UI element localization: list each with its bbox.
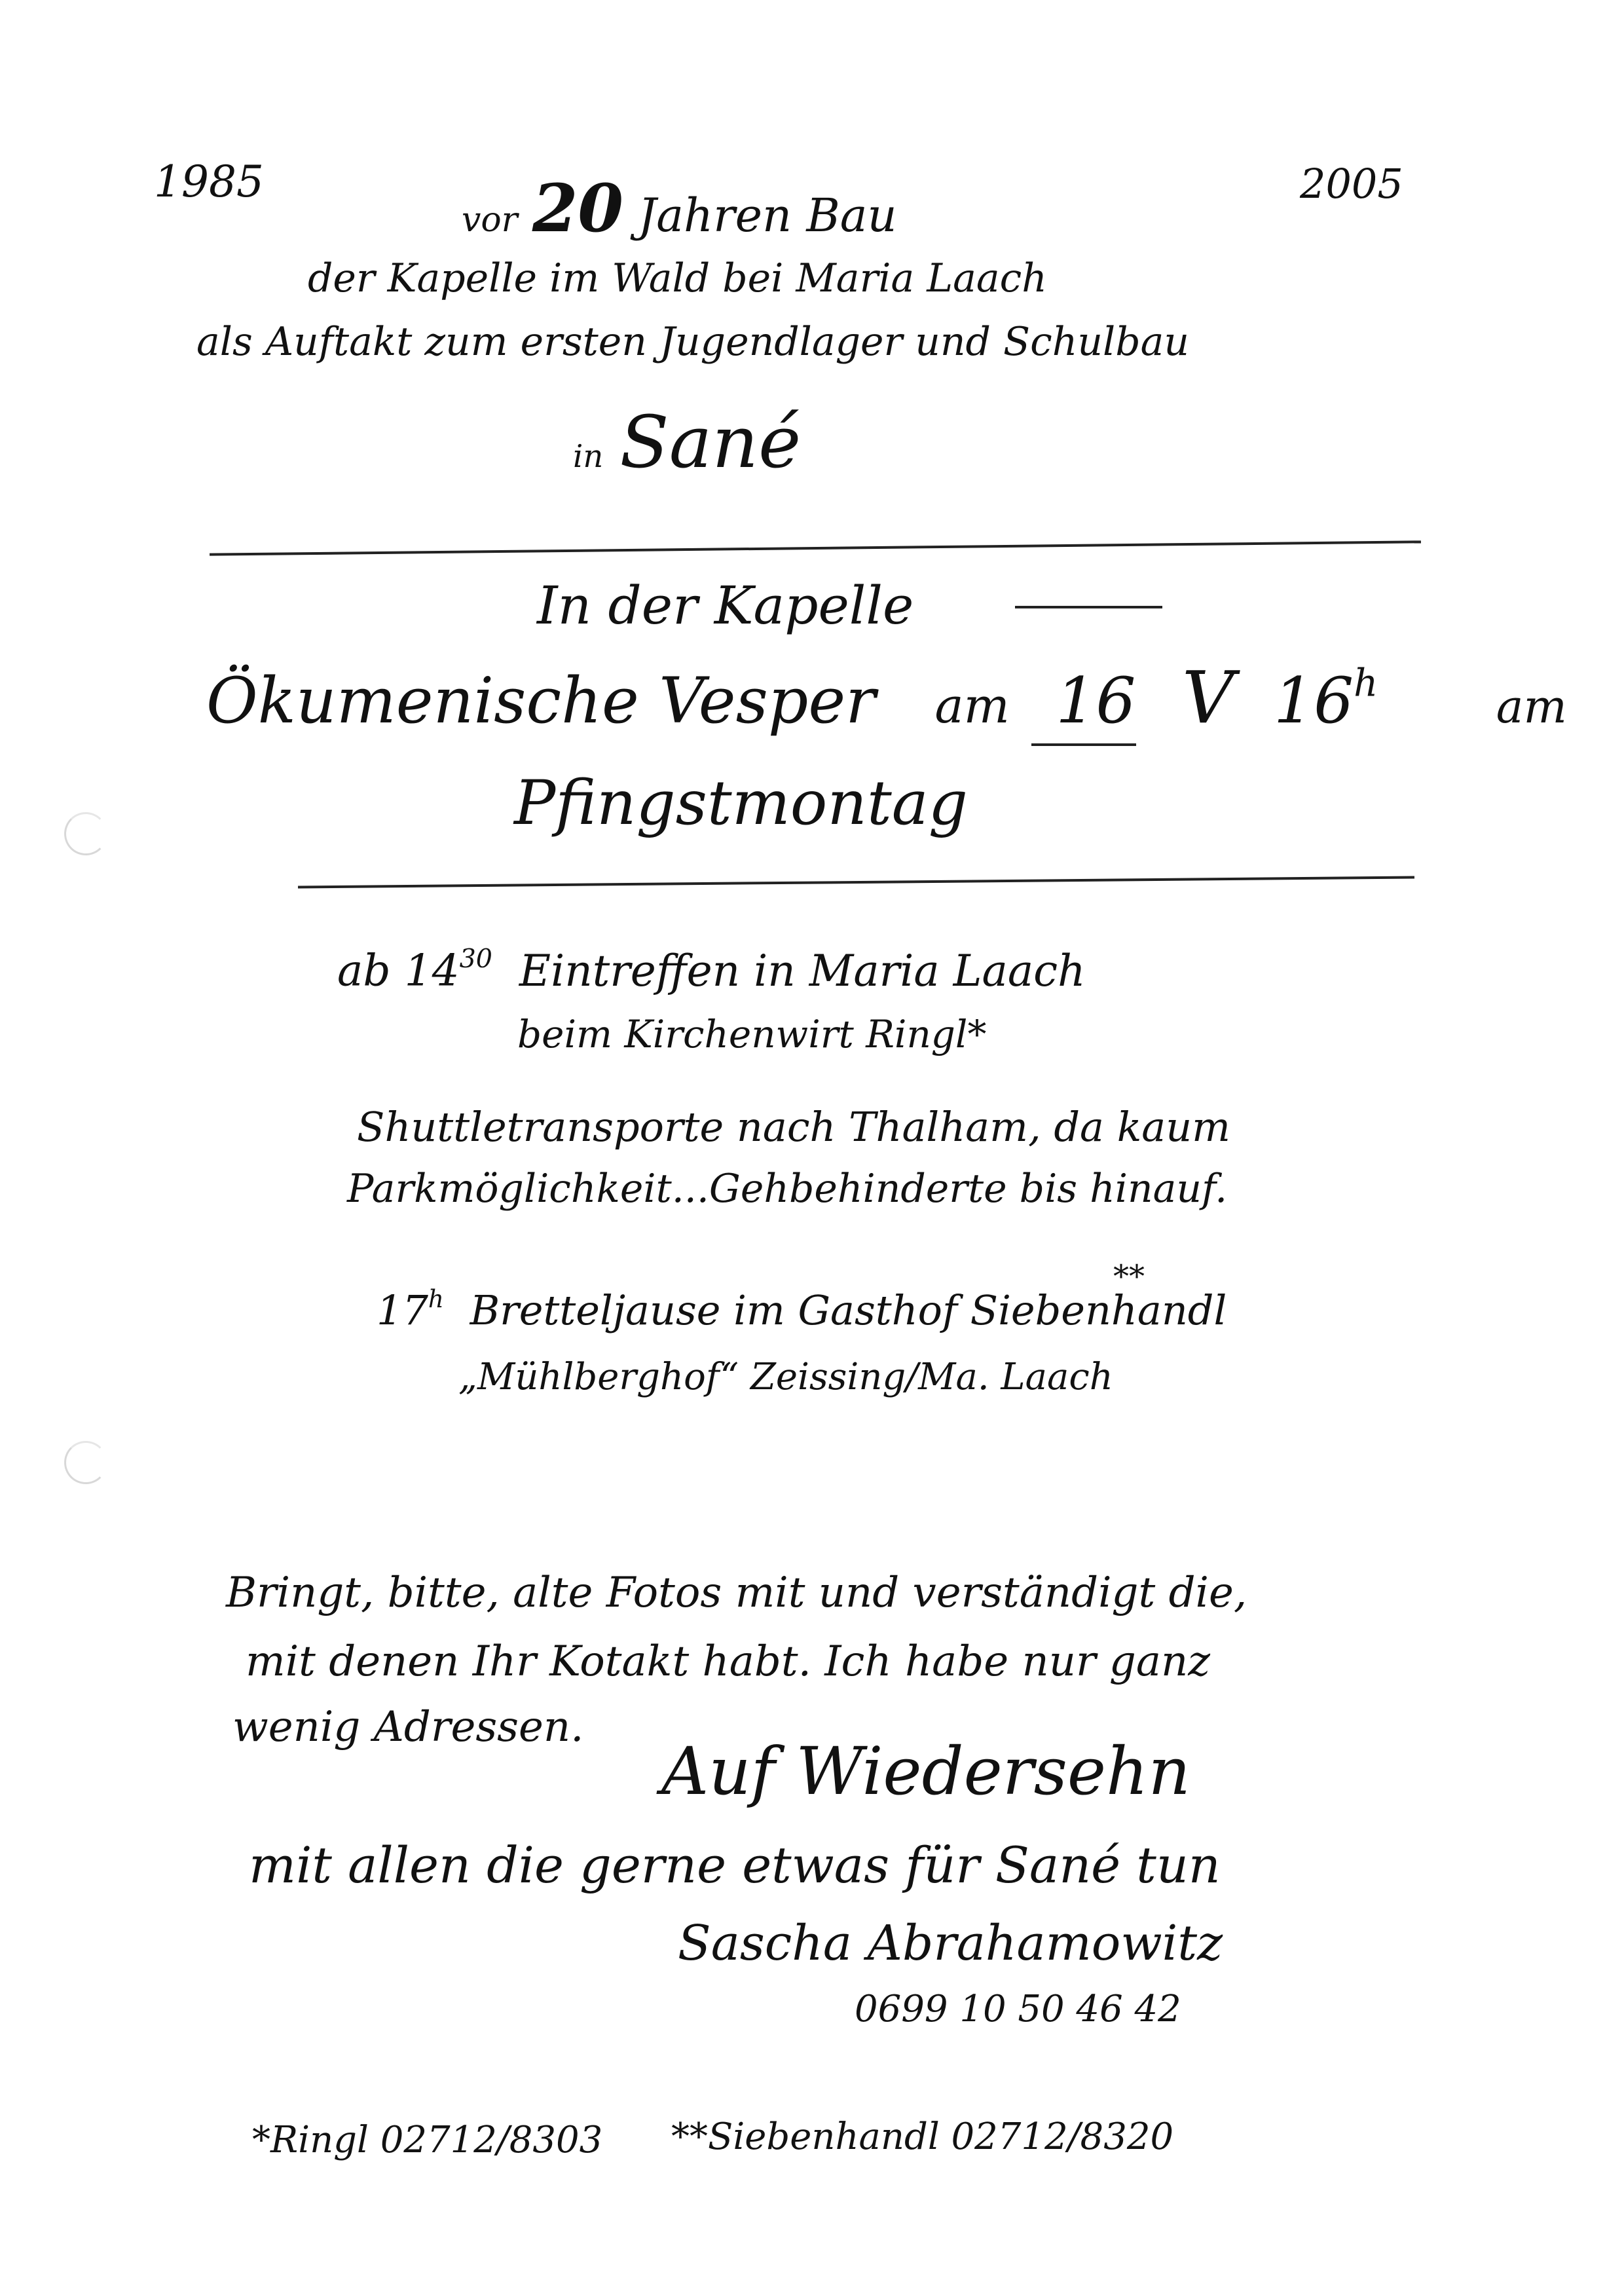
farewell: Auf Wiedersehn bbox=[661, 1733, 1190, 1810]
snack-stars: ** bbox=[1113, 1258, 1145, 1295]
footnote-siebenhandl: **Siebenhandl 02712/8320 bbox=[671, 2116, 1174, 2158]
event-day: 16 bbox=[1056, 664, 1136, 737]
snack-rest: Bretteljause im Gasthof Siebenhandl bbox=[470, 1286, 1227, 1335]
location-dash bbox=[1015, 606, 1162, 608]
year-left: 1985 bbox=[154, 157, 264, 207]
header-line-2: der Kapelle im Wald bei Maria Laach bbox=[308, 255, 1047, 301]
footnote-ringl: *Ringl 02712/8303 bbox=[252, 2119, 603, 2161]
title-rest: Jahren Bau bbox=[638, 189, 897, 242]
arrival-prefix: ab 14 bbox=[337, 945, 460, 996]
year-right: 2005 bbox=[1300, 160, 1403, 208]
header-line-4 bbox=[573, 400, 802, 484]
event-month: V bbox=[1182, 656, 1234, 739]
closing-line-2: mit denen Ihr Kotakt habt. Ich habe nur ganz bbox=[246, 1637, 1210, 1686]
punch-hole-upper bbox=[64, 812, 107, 855]
title-number: 20 bbox=[532, 170, 623, 247]
phone-number: 0699 10 50 46 42 bbox=[855, 1988, 1181, 2030]
snack-line-2: „Mühlberghof“ Zeissing/Ma. Laach bbox=[458, 1356, 1113, 1398]
signature: Sascha Abrahamowitz bbox=[678, 1915, 1223, 1971]
event-date-suffix: am bbox=[1496, 680, 1567, 734]
event-holiday: Pfingstmontag bbox=[514, 768, 968, 839]
snack-sup: h bbox=[428, 1284, 444, 1313]
event-hour: 16 bbox=[1273, 664, 1354, 737]
closing-line-1: Bringt, bitte, alte Fotos mit und verständigt die, bbox=[226, 1569, 1247, 1617]
divider-top bbox=[210, 540, 1421, 555]
event-hour-sup: h bbox=[1354, 661, 1378, 705]
month-underline bbox=[1031, 743, 1136, 746]
snack-line bbox=[377, 1284, 1227, 1335]
closing-line-3: wenig Adressen. bbox=[232, 1703, 584, 1751]
place-name: Sané bbox=[619, 400, 802, 484]
event-location: In der Kapelle bbox=[537, 575, 914, 636]
event-service: Ökumenische Vesper bbox=[206, 664, 876, 737]
header-line-3: als Auftakt zum ersten Jugendlager und Schulbau bbox=[196, 319, 1190, 365]
shuttle-line-2: Parkmöglichkeit...Gehbehinderte bis hinauf. bbox=[347, 1166, 1228, 1212]
snack-hour: 17 bbox=[377, 1286, 428, 1335]
shuttle-line-1: Shuttletransporte nach Thalham, da kaum bbox=[357, 1103, 1230, 1151]
event-date-prefix: am bbox=[934, 678, 1010, 734]
punch-hole-lower bbox=[64, 1441, 107, 1484]
closing-line-4: mit allen die gerne etwas für Sané tun bbox=[249, 1836, 1221, 1894]
title-line bbox=[462, 170, 897, 247]
divider-bottom bbox=[298, 876, 1414, 889]
title-prefix: vor bbox=[462, 200, 518, 240]
arrival-line bbox=[337, 944, 1086, 996]
arrival-line-2: beim Kirchenwirt Ringl* bbox=[517, 1012, 987, 1056]
header-in: in bbox=[573, 438, 604, 475]
arrival-sup: 30 bbox=[459, 944, 492, 974]
arrival-rest: Eintreffen in Maria Laach bbox=[519, 945, 1086, 996]
event-service-line bbox=[206, 656, 1567, 739]
